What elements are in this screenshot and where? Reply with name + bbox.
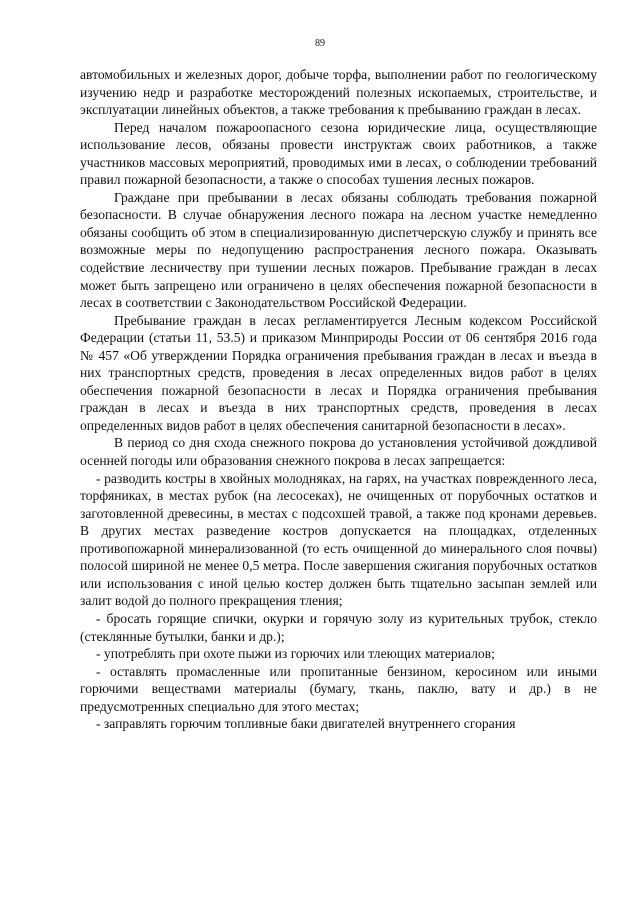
- list-item-campfires: - разводить костры в хвойных молодняках, на гарях, на участках поврежденного леса, торфяниках, в местах рубок (на лесосеках), не очищенных от порубочных остатков и заготовленной древесины, в местах с подсохшей травой, а также под кронами деревьев. В других местах разведение костров допускается на площадках, отделенных противопожарной минерализованной (то есть очищенной до минерального слоя почвы) полосой шириной не менее 0,5 метра. После завершения сжигания порубочных остатков или использования с иной целью костер должен быть тщательно засыпан землей или залит водой до полного прекращения тления;: [80, 470, 597, 609]
- list-item-matches: - бросать горящие спички, окурки и горячую золу из курительных трубок, стекло (стеклянные бутылки, банки и др.);: [80, 610, 597, 644]
- paragraph-instruction: Перед началом пожароопасного сезона юридические лица, осуществляющие использование лесов, обязаны провести инструктаж своих работников, а также участников массовых мероприятий, проводимых ими в лесах, о соблюдении требований правил пожарной безопасности, а также о способах тушения лесных пожаров.: [80, 119, 597, 188]
- list-item-wads: - употреблять при охоте пыжи из горючих или тлеющих материалов;: [96, 646, 495, 662]
- page-number: 89: [315, 38, 325, 49]
- paragraph-regulation: Пребывание граждан в лесах регламентируется Лесным кодексом Российской Федерации (статьи 11, 53.5) и приказом Минприроды России от 06 сентября 2016 года № 457 «Об утверждении Порядка ограничения пребывания граждан в лесах и въезда в них транспортных средств, проведения в лесах определенных видов работ в целях обеспечения пожарной безопасности в лесах и Порядка ограничения пребывания граждан в лесах и въезда в них транспортных средств, проведения в лесах определенных видов работ в целях обеспечения санитарной безопасности в лесах».: [80, 312, 597, 433]
- list-item-oily-materials: - оставлять промасленные или пропитанные бензином, керосином или иными горючими веществами материалы (бумагу, ткань, паклю, вату и др.) в не предусмотренных специально для этого местах;: [80, 663, 597, 714]
- paragraph-citizen-duties: Граждане при пребывании в лесах обязаны соблюдать требования пожарной безопасности. В случае обнаружения лесного пожара на лесном участке немедленно обязаны сообщить об этом в специализированную диспетчерскую службу и принять все возможные меры по недопущению распространения лесного пожара. Оказывать содействие лесничеству при тушении лесных пожаров. Пребывание граждан в лесах может быть запрещено или ограничено в целях обеспечения пожарной безопасности в лесах в соответствии с Законодательством Российской Федерации.: [80, 189, 597, 311]
- page-body: [80, 66, 597, 733]
- paragraph-prohibitions-intro: В период со дня схода снежного покрова до установления устойчивой дождливой осенней погоды или образования снежного покрова в лесах запрещается:: [80, 435, 597, 469]
- list-item-refueling: - заправлять горючим топливные баки двигателей внутреннего сгорания: [96, 716, 516, 732]
- paragraph-continuation: автомобильных и железных дорог, добыче торфа, выполнении работ по геологическому изучению недр и разработке месторождений полезных ископаемых, строительстве, и эксплуатации линейных объектов, а также требования к пребыванию граждан в лесах.: [80, 67, 597, 118]
